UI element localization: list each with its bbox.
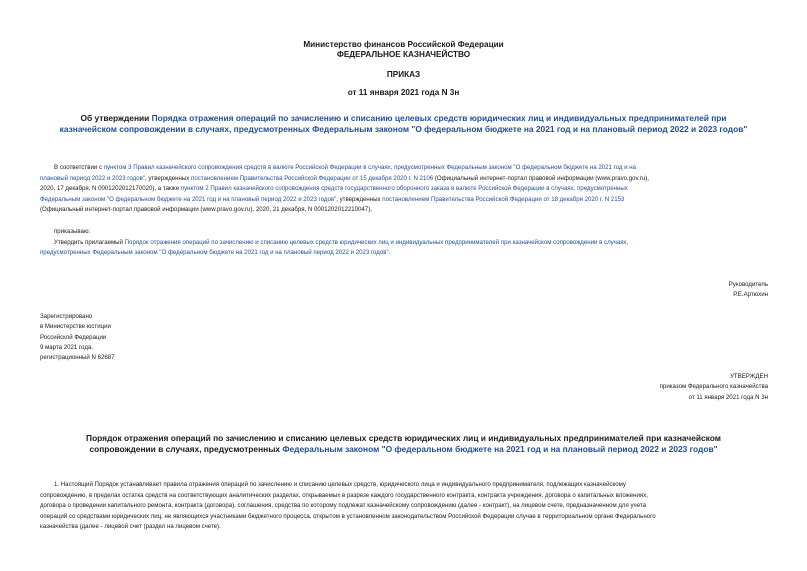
clause-1-line-4: операций со средствами юридических лиц, не являющихся участниками бюджетного процесса, открытом в установленном законодательством Российской Федерации случае в территориальном органе Федерального — [40, 512, 656, 520]
order-link-procedure-cont[interactable]: предусмотренных Федеральным законом "О федеральном бюджете на 2021 год и на плановый период 2022 и 2023 годов" — [40, 249, 389, 256]
preamble-link-rules-3[interactable]: пунктом 3 Правил казначейского сопровождения средств в валюте Российской Федерации в случаях, предусмотренных Федеральным законом "О федеральном бюджете на 2021 год и на — [103, 164, 637, 171]
procedure-title — [20, 433, 787, 455]
approved-line-1: УТВЕРЖДЕН — [730, 373, 768, 380]
preamble-link-federal-law[interactable]: Федеральным законом "О федеральном бюджете на 2021 год и на плановый период 2022 и 2023 годов" — [40, 195, 337, 203]
preamble-paragraph — [40, 163, 768, 216]
signature-block — [600, 280, 768, 301]
registration-line-2: в Министерстве юстиции — [40, 323, 111, 331]
order-text-1: Утвердить прилагаемый — [54, 238, 125, 246]
clause-1-line-1: 1. Настоящий Порядок устанавливает правила отражения операций по зачислению и списанию целевых средств, юридического лица и индивидуального предпринимателя, подлежащих казначейскому — [54, 481, 626, 488]
order-link-procedure[interactable]: Порядок отражения операций по зачислению и списанию целевых средств юридических лиц и индивидуальных предпринимателей при казначейском сопровождении в случаях, — [124, 238, 629, 246]
registration-line-4: 9 марта 2021 года, — [40, 343, 93, 351]
registration-line-1: Зарегистрировано — [40, 313, 93, 320]
preamble-text-3: (Официальный интернет-портал правовой информации (www.pravo.gov.ru), — [433, 174, 649, 182]
procedure-title-link[interactable]: Федеральным законом "О федеральном бюджете на 2021 год и на плановый период 2022 и 2023 годов" — [282, 444, 718, 454]
preamble-link-rules-3-cont[interactable]: плановый период 2022 и 2023 годов" — [40, 174, 145, 182]
preamble-text-6: (Официальный интернет-портал правовой информации (www.pravo.gov.ru), 2020, 21 декабря, N 0001202012210047), — [40, 206, 372, 213]
approved-line-2: приказом Федерального казначейства — [659, 383, 768, 391]
preamble-text-5: , утвержденных — [336, 195, 383, 203]
preamble-text-4: 2020, 17 декабря, N 0001202012170020), а также — [40, 185, 181, 192]
doc-type: ПРИКАЗ — [386, 70, 421, 79]
agency-name: ФЕДЕРАЛЬНОЕ КАЗНАЧЕЙСТВО — [336, 50, 471, 59]
order-paragraph — [40, 227, 768, 259]
procedure-title-line-1: Порядок отражения операций по зачислению и списанию целевых средств юридических лиц и индивидуальных предпринимателей при казначейском — [86, 433, 721, 443]
registration-block — [40, 312, 240, 363]
signature-name: Р.Е.Артюхин — [733, 291, 768, 299]
registration-line-3: Российской Федерации — [40, 333, 107, 341]
order-title-link-2[interactable]: казначейском сопровождении в случаях, предусмотренных Федеральным законом "О федеральном бюджете на 2021 год и на плановый период 2022 и 2023 годов" — [59, 124, 748, 134]
preamble-link-decree-2153[interactable]: постановлением Правительства Российской Федерации от 18 декабря 2020 г. N 2153 — [382, 195, 625, 203]
ministry-name: Министерство финансов Российской Федерации — [303, 40, 504, 49]
order-text-2: . — [388, 249, 391, 256]
order-title-link-1[interactable]: Порядка отражения операций по зачислению и списанию целевых средств юридических лиц и индивидуальных предпринимателей при — [151, 113, 727, 123]
preamble-text-2: , утвержденных — [144, 174, 192, 182]
preamble-link-decree-2106[interactable]: постановлением Правительства Российской Федерации от 15 декабря 2020 г. N 2106 — [191, 174, 434, 182]
order-title — [20, 113, 787, 135]
registration-line-5: регистрационный N 62687 — [40, 354, 115, 362]
order-title-prefix: Об утверждении — [80, 113, 152, 123]
approved-line-3: от 11 января 2021 года N 3н — [688, 393, 768, 401]
approved-block — [560, 372, 768, 403]
clause-1 — [40, 480, 768, 533]
doc-date-number: от 11 января 2021 года N 3н — [347, 88, 460, 97]
clause-1-line-3: договора о проведении капитального ремонта, контракта (договора), соглашения, средства по которому подлежат казначейскому сопровождению (далее - контракт), на лицевом счете, предназначенном для учета — [40, 502, 646, 510]
procedure-title-prefix: сопровождении в случаях, предусмотренных — [89, 444, 283, 454]
signature-role: Руководитель — [728, 281, 768, 288]
preamble-link-rules-2[interactable]: пунктом 2 Правил казначейского сопровождения средств государственного оборонного заказа в валюте Российской Федерации в случаях, предусмотренных — [180, 185, 628, 192]
preamble-text-1: В соответствии с — [54, 164, 104, 171]
clause-1-line-2: сопровождению, в пределах остатка средств на соответствующих аналитических разделах, открываемых в разрезе каждого государственного контракта, контракта учреждения, договора о капитальных вложениях, — [40, 491, 648, 499]
clause-1-line-5: казначейства (далее - лицевой счет (раздел на лицевом счете). — [40, 523, 221, 531]
prikazyvayu-label: приказываю: — [54, 228, 91, 235]
